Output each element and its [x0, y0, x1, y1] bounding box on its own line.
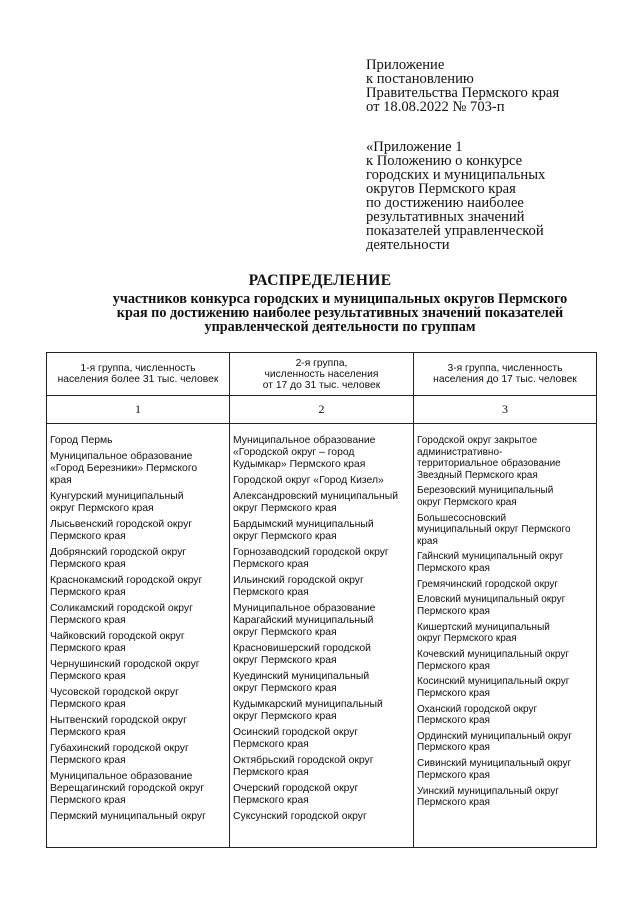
municipality-entry	[233, 783, 411, 807]
municipality-line: Пермского края	[417, 660, 490, 672]
municipality-line: Еловский муниципальный округ	[417, 594, 566, 606]
municipality-line: края	[417, 535, 438, 547]
municipality-entry	[417, 485, 595, 508]
appendix-1-line: «Приложение 1	[366, 139, 463, 155]
municipality-line: Косинский муниципальный округ	[417, 676, 570, 688]
municipality-entry	[50, 451, 228, 487]
municipality-line: Куединский муниципальный	[233, 671, 370, 682]
header-line: населения до 17 тыс. человек	[433, 374, 577, 385]
municipality-entry	[50, 687, 228, 711]
municipality-entry	[50, 743, 228, 767]
municipality-entry	[233, 519, 411, 543]
municipality-line: муниципальный округ Пермского	[417, 524, 571, 536]
group-2-list	[233, 435, 411, 827]
municipality-line: Карагайский муниципальный	[233, 615, 374, 626]
column-divider	[413, 353, 414, 847]
municipality-line: Пермского края	[50, 615, 126, 626]
municipality-line: Пермского края	[417, 797, 490, 809]
municipality-line: Ильинский городской округ	[233, 575, 364, 586]
municipality-line: Добрянский городской округ	[50, 547, 187, 558]
municipality-line: Кочевский муниципальный округ	[417, 649, 570, 661]
municipality-line: Суксунский городской округ	[233, 811, 367, 822]
municipality-line: округ Пермского края	[233, 711, 337, 722]
municipality-entry	[233, 435, 411, 471]
municipality-line: Бардымский муниципальный	[233, 519, 374, 530]
municipality-line: Чернушинский городской округ	[50, 659, 200, 670]
municipality-line: Город Пермь	[50, 435, 113, 446]
document-title: РАСПРЕДЕЛЕНИЕ	[248, 272, 392, 289]
group-3-list	[417, 435, 595, 813]
appendix-line: от 18.08.2022 № 703-п	[366, 99, 505, 115]
municipality-line: Пермского края	[50, 643, 126, 654]
municipality-entry	[417, 731, 595, 754]
municipality-entry	[50, 547, 228, 571]
municipality-line: территориальное образование	[417, 458, 561, 469]
municipality-line: Оханский городской округ	[417, 703, 538, 715]
municipality-line: Кишертский муниципальный	[417, 621, 550, 633]
header-group-3	[414, 353, 596, 395]
groups-table	[46, 352, 597, 848]
municipality-line: Пермского края	[50, 727, 126, 738]
appendix-1-line: городских и муниципальных	[366, 167, 546, 183]
subtitle-line: края по достижению наиболее результативных значений показателей	[116, 305, 564, 321]
municipality-line: Пермского края	[50, 699, 126, 710]
municipality-line: края	[50, 475, 72, 486]
municipality-line: Пермский муниципальный округ	[50, 811, 206, 822]
municipality-line: Губахинский городской округ	[50, 743, 189, 754]
header-line: 2-я группа,	[295, 357, 348, 369]
municipality-line: Нытвенский городской округ	[50, 715, 187, 726]
municipality-entry	[50, 631, 228, 655]
municipality-line: Краснокамский городской округ	[50, 575, 203, 586]
municipality-entry	[50, 575, 228, 599]
municipality-line: Гайнский муниципальный округ	[417, 551, 564, 563]
municipality-line: Пермского края	[50, 755, 126, 766]
municipality-entry	[50, 771, 228, 807]
municipality-entry	[417, 594, 595, 617]
municipality-line: Пермского края	[233, 587, 309, 598]
municipality-line: Верещагинский городской округ	[50, 783, 205, 794]
municipality-entry	[233, 671, 411, 695]
municipality-entry	[233, 547, 411, 571]
municipality-entry	[417, 435, 595, 481]
municipality-line: Пермского края	[233, 767, 309, 778]
municipality-entry	[50, 603, 228, 627]
municipality-line: Пермского края	[417, 687, 490, 699]
municipality-entry	[417, 704, 595, 727]
municipality-entry	[417, 649, 595, 672]
municipality-line: округ Пермского края	[233, 627, 337, 638]
header-line: 1-я группа, численность	[80, 363, 196, 374]
municipality-line: Осинский городской округ	[233, 727, 359, 738]
row-divider	[47, 423, 596, 424]
municipality-line: административно-	[417, 446, 503, 458]
municipality-line: Большесосновский	[417, 512, 507, 524]
municipality-entry	[417, 622, 595, 645]
municipality-line: округ Пермского края	[233, 683, 337, 694]
municipality-line: Пермского края	[50, 531, 126, 542]
municipality-line: Пермского края	[417, 715, 490, 727]
appendix-1-block	[366, 140, 616, 252]
municipality-entry	[50, 519, 228, 543]
municipality-entry	[233, 491, 411, 515]
municipality-line: Городской округ «Город Кизел»	[233, 475, 384, 486]
municipality-line: Кунгурский муниципальный	[50, 491, 184, 502]
municipality-line: Соликамский городской округ	[50, 603, 193, 614]
municipality-line: Пермского края	[417, 562, 490, 574]
appendix-1-line: деятельности	[366, 237, 450, 253]
header-group-1	[47, 353, 229, 395]
municipality-entry	[233, 603, 411, 639]
municipality-line: Горнозаводский городской округ	[233, 547, 389, 558]
municipality-entry	[417, 579, 595, 591]
appendix-line: Приложение	[366, 57, 445, 73]
municipality-line: Пермского края	[50, 587, 126, 598]
municipality-entry	[50, 435, 228, 447]
municipality-line: Пермского края	[417, 742, 490, 754]
municipality-line: Пермского края	[233, 559, 309, 570]
municipality-line: Пермского края	[417, 769, 490, 781]
municipality-line: Кудымкар» Пермского края	[233, 459, 366, 470]
column-number-2: 2	[318, 401, 325, 416]
group-1-list	[50, 435, 228, 827]
municipality-line: Чайковский городской округ	[50, 631, 185, 642]
municipality-entry	[50, 715, 228, 739]
appendix-1-line: результативных значений	[366, 209, 525, 225]
appendix-1-line: показателей управленческой	[366, 223, 544, 239]
municipality-line: округ Пермского края	[233, 503, 337, 514]
municipality-line: Гремячинский городской округ	[417, 578, 559, 590]
municipality-line: округ Пермского края	[233, 531, 337, 542]
municipality-line: Пермского края	[50, 671, 126, 682]
municipality-entry	[417, 758, 595, 781]
header-line: населения более 31 тыс. человек	[57, 374, 219, 385]
municipality-entry	[233, 811, 411, 823]
appendix-line: к постановлению	[366, 71, 474, 87]
municipality-line: Пермского края	[233, 795, 309, 806]
municipality-entry	[50, 491, 228, 515]
municipality-entry	[417, 786, 595, 809]
municipality-entry	[417, 513, 595, 548]
subtitle-line: участников конкурса городских и муниципальных округов Пермского	[112, 291, 568, 307]
appendix-1-line: по достижению наиболее	[366, 195, 524, 211]
municipality-entry	[233, 643, 411, 667]
subtitle-line: управленческой деятельности по группам	[204, 319, 476, 335]
municipality-line: Звездный Пермского края	[417, 469, 538, 481]
column-number-1: 1	[135, 401, 141, 416]
municipality-line: «Город Березники» Пермского	[50, 463, 198, 474]
municipality-line: Пермского края	[233, 739, 309, 750]
municipality-line: Городской округ закрытое	[417, 435, 538, 446]
municipality-line: Пермского края	[417, 605, 490, 617]
header-line: от 17 до 31 тыс. человек	[262, 379, 381, 391]
header-line: численность населения	[264, 368, 379, 380]
municipality-entry	[50, 659, 228, 683]
municipality-entry	[417, 676, 595, 699]
municipality-entry	[233, 727, 411, 751]
municipality-line: Красновишерский городской	[233, 643, 371, 654]
appendix-block	[366, 58, 616, 114]
header-group-2	[230, 353, 413, 395]
appendix-1-line: к Положению о конкурсе	[366, 153, 523, 169]
municipality-line: Ординский муниципальный округ	[417, 730, 572, 742]
municipality-line: Александровский муниципальный	[233, 491, 399, 502]
municipality-entry	[50, 811, 228, 823]
municipality-entry	[233, 755, 411, 779]
municipality-line: Кудымкарский муниципальный	[233, 699, 383, 710]
municipality-line: Пермского края	[50, 795, 126, 806]
municipality-entry	[233, 699, 411, 723]
column-divider	[229, 353, 230, 847]
municipality-line: округ Пермского края	[417, 496, 517, 508]
municipality-line: Очерский городской округ	[233, 783, 359, 794]
municipality-line: округ Пермского края	[50, 503, 154, 514]
municipality-line: Березовский муниципальный	[417, 485, 554, 497]
document-subtitle	[60, 292, 620, 334]
municipality-entry	[233, 475, 411, 487]
municipality-line: Уинский муниципальный округ	[417, 785, 559, 797]
municipality-line: Муниципальное образование	[50, 771, 193, 782]
appendix-1-line: округов Пермского края	[366, 181, 516, 197]
municipality-line: Муниципальное образование	[233, 435, 376, 446]
municipality-line: Муниципальное образование	[233, 603, 376, 614]
municipality-line: Муниципальное образование	[50, 451, 193, 462]
municipality-line: Лысьвенский городской округ	[50, 519, 193, 530]
municipality-line: Пермского края	[50, 559, 126, 570]
municipality-line: «Городской округ – город	[233, 447, 355, 458]
municipality-entry	[233, 575, 411, 599]
municipality-line: Сивинский муниципальный округ	[417, 758, 572, 770]
municipality-line: Чусовской городской округ	[50, 687, 179, 698]
appendix-line: Правительства Пермского края	[366, 85, 560, 101]
municipality-line: округ Пермского края	[233, 655, 337, 666]
municipality-line: Октябрьский городской округ	[233, 755, 374, 766]
municipality-entry	[417, 551, 595, 574]
municipality-line: округ Пермского края	[417, 633, 517, 645]
header-line: 3-я группа, численность	[447, 363, 563, 374]
column-number-3: 3	[502, 401, 508, 416]
